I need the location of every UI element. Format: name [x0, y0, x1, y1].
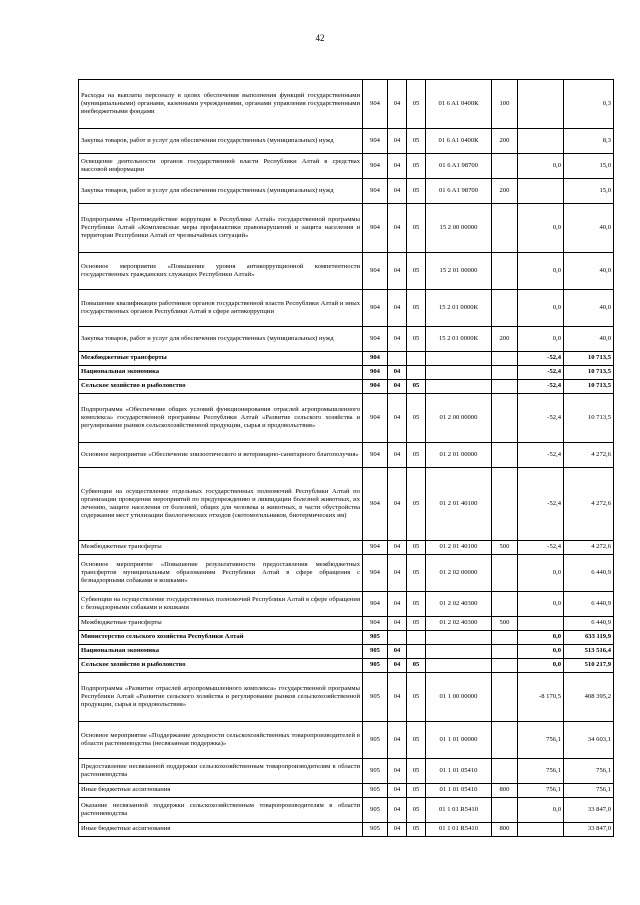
- row-subsection-code: 05: [407, 555, 426, 592]
- row-name: Подпрограмма «Развитие отраслей агропромышленного комплекса» государственной программы Республики Алтай «Развитие сельского хозяйства и регулирование рынков сельскохозяйственной продукции, сырья и продовольствия»: [79, 673, 363, 722]
- row-subsection-code: 05: [407, 253, 426, 290]
- row-expense-type: [492, 631, 518, 645]
- row-target-article: 01 1 01 05410: [426, 759, 492, 784]
- row-name: Сельское хозяйство и рыболовство: [79, 659, 363, 673]
- row-total-amount: 10 713,5: [564, 366, 614, 380]
- table-row: [79, 592, 614, 617]
- row-admin-code: 905: [363, 645, 388, 659]
- row-admin-code: 905: [363, 823, 388, 837]
- row-change-amount: -52,4: [518, 443, 564, 468]
- row-admin-code: 904: [363, 468, 388, 541]
- row-expense-type: [492, 555, 518, 592]
- row-change-amount: 0,0: [518, 631, 564, 645]
- row-total-amount: 4 272,6: [564, 443, 614, 468]
- row-section-code: 04: [388, 592, 407, 617]
- row-total-amount: 4 272,6: [564, 468, 614, 541]
- row-change-amount: [518, 823, 564, 837]
- table-row: [79, 380, 614, 394]
- row-name: Национальная экономика: [79, 366, 363, 380]
- row-subsection-code: 05: [407, 722, 426, 759]
- row-section-code: 04: [388, 784, 407, 798]
- row-expense-type: [492, 645, 518, 659]
- row-change-amount: 0,0: [518, 798, 564, 823]
- row-name: Основное мероприятие «Повышение уровня антикоррупционной компетентности государственных гражданских служащих Республики Алтай»: [79, 253, 363, 290]
- row-name: Закупка товаров, работ и услуг для обеспечения государственных (муниципальных) нужд: [79, 129, 363, 154]
- row-change-amount: 756,1: [518, 784, 564, 798]
- row-subsection-code: 05: [407, 204, 426, 253]
- row-section-code: 04: [388, 798, 407, 823]
- row-admin-code: 904: [363, 617, 388, 631]
- table-row: [79, 631, 614, 645]
- row-subsection-code: 05: [407, 129, 426, 154]
- row-section-code: 04: [388, 179, 407, 204]
- row-target-article: 01 6 A1 98700: [426, 179, 492, 204]
- row-expense-type: [492, 798, 518, 823]
- row-admin-code: 905: [363, 673, 388, 722]
- table-row: [79, 253, 614, 290]
- row-target-article: 01 2 02 40300: [426, 592, 492, 617]
- row-expense-type: 200: [492, 179, 518, 204]
- row-expense-type: [492, 443, 518, 468]
- row-change-amount: 0,0: [518, 290, 564, 327]
- row-name: Сельское хозяйство и рыболовство: [79, 380, 363, 394]
- row-total-amount: 408 395,2: [564, 673, 614, 722]
- row-expense-type: 800: [492, 784, 518, 798]
- row-change-amount: -52,4: [518, 394, 564, 443]
- row-change-amount: [518, 80, 564, 129]
- table-row: [79, 541, 614, 555]
- row-section-code: 04: [388, 541, 407, 555]
- row-admin-code: 904: [363, 394, 388, 443]
- table-row: [79, 327, 614, 352]
- row-expense-type: 200: [492, 327, 518, 352]
- table-row: [79, 759, 614, 784]
- row-change-amount: [518, 179, 564, 204]
- row-admin-code: 905: [363, 784, 388, 798]
- row-section-code: 04: [388, 468, 407, 541]
- row-expense-type: 500: [492, 617, 518, 631]
- row-expense-type: [492, 759, 518, 784]
- table-row: [79, 352, 614, 366]
- row-section-code: 04: [388, 204, 407, 253]
- row-section-code: 04: [388, 645, 407, 659]
- row-admin-code: 905: [363, 798, 388, 823]
- row-name: Основное мероприятие «Повышение результативности предоставления межбюджетных трансфертов муниципальным образованиям Республики Алтай в сфере обращения с безнадзорными собаками и кошками»: [79, 555, 363, 592]
- row-target-article: 01 1 00 00000: [426, 673, 492, 722]
- row-name: Субвенции на осуществление отдельных государственных полномочий Республики Алтай по организации проведения мероприятий по предупреждению и ликвидации болезней животных, их лечению, защите населения от болезней, общих для человека и животных, в части обустройства содержания мест утилизации биологических отходов (скотомогильников, биотермических ям): [79, 468, 363, 541]
- row-change-amount: -52,4: [518, 366, 564, 380]
- row-change-amount: -52,4: [518, 541, 564, 555]
- row-admin-code: 904: [363, 290, 388, 327]
- table-row: [79, 366, 614, 380]
- row-section-code: 04: [388, 380, 407, 394]
- table-row: [79, 645, 614, 659]
- row-section-code: 04: [388, 394, 407, 443]
- row-section-code: 04: [388, 659, 407, 673]
- row-total-amount: 510 217,9: [564, 659, 614, 673]
- row-change-amount: 0,0: [518, 592, 564, 617]
- table-row: [79, 617, 614, 631]
- row-target-article: 01 2 02 40300: [426, 617, 492, 631]
- row-total-amount: 40,0: [564, 327, 614, 352]
- row-change-amount: 0,0: [518, 253, 564, 290]
- row-admin-code: 904: [363, 443, 388, 468]
- row-admin-code: 904: [363, 380, 388, 394]
- row-change-amount: -52,4: [518, 468, 564, 541]
- row-total-amount: 6 440,9: [564, 555, 614, 592]
- row-section-code: 04: [388, 129, 407, 154]
- table-row: [79, 722, 614, 759]
- row-expense-type: [492, 380, 518, 394]
- row-target-article: [426, 645, 492, 659]
- row-section-code: [388, 352, 407, 366]
- row-expense-type: [492, 290, 518, 327]
- row-target-article: 15 2 01 00000: [426, 253, 492, 290]
- row-subsection-code: [407, 631, 426, 645]
- row-subsection-code: [407, 366, 426, 380]
- row-subsection-code: 05: [407, 327, 426, 352]
- row-name: Оказание несвязанной поддержки сельскохозяйственным товаропроизводителям в области растениеводства: [79, 798, 363, 823]
- row-section-code: 04: [388, 366, 407, 380]
- row-target-article: 01 6 A1 98700: [426, 154, 492, 179]
- row-subsection-code: 05: [407, 290, 426, 327]
- row-expense-type: [492, 468, 518, 541]
- row-name: Основное мероприятие «Обеспечение эпизоотического и ветеринарно-санитарного благополучия»: [79, 443, 363, 468]
- row-name: Национальная экономика: [79, 645, 363, 659]
- row-change-amount: -8 170,5: [518, 673, 564, 722]
- row-change-amount: 0,0: [518, 204, 564, 253]
- row-expense-type: 800: [492, 823, 518, 837]
- row-expense-type: [492, 253, 518, 290]
- table-row: [79, 468, 614, 541]
- row-target-article: 01 2 00 00000: [426, 394, 492, 443]
- row-name: Министерство сельского хозяйства Республики Алтай: [79, 631, 363, 645]
- row-total-amount: 0,3: [564, 80, 614, 129]
- row-name: Расходы на выплаты персоналу в целях обеспечения выполнения функций государственными (муниципальными) органами, казенными учреждениями, органами управления государственными внебюджетными фондами: [79, 80, 363, 129]
- row-target-article: 01 1 01 05410: [426, 784, 492, 798]
- row-subsection-code: 05: [407, 80, 426, 129]
- row-name: Закупка товаров, работ и услуг для обеспечения государственных (муниципальных) нужд: [79, 179, 363, 204]
- row-subsection-code: 05: [407, 759, 426, 784]
- row-expense-type: [492, 366, 518, 380]
- row-section-code: [388, 631, 407, 645]
- row-expense-type: [492, 394, 518, 443]
- row-total-amount: 633 119,9: [564, 631, 614, 645]
- row-name: Закупка товаров, работ и услуг для обеспечения государственных (муниципальных) нужд: [79, 327, 363, 352]
- row-section-code: 04: [388, 154, 407, 179]
- row-subsection-code: 05: [407, 541, 426, 555]
- row-subsection-code: 05: [407, 443, 426, 468]
- table-row: [79, 80, 614, 129]
- table-row: [79, 673, 614, 722]
- row-subsection-code: 05: [407, 823, 426, 837]
- row-change-amount: -52,4: [518, 352, 564, 366]
- row-subsection-code: 05: [407, 394, 426, 443]
- row-subsection-code: 05: [407, 468, 426, 541]
- row-subsection-code: 05: [407, 380, 426, 394]
- row-target-article: 01 2 02 00000: [426, 555, 492, 592]
- row-name: Иные бюджетные ассигнования: [79, 784, 363, 798]
- row-target-article: 01 1 01 R5410: [426, 823, 492, 837]
- table-row: [79, 798, 614, 823]
- row-total-amount: 6 440,9: [564, 592, 614, 617]
- row-total-amount: 4 272,6: [564, 541, 614, 555]
- row-change-amount: -52,4: [518, 380, 564, 394]
- row-expense-type: 200: [492, 129, 518, 154]
- row-section-code: 04: [388, 253, 407, 290]
- row-change-amount: 0,0: [518, 555, 564, 592]
- row-total-amount: 40,0: [564, 290, 614, 327]
- row-target-article: 01 6 A1 0400К: [426, 80, 492, 129]
- row-subsection-code: 05: [407, 798, 426, 823]
- table-row: [79, 823, 614, 837]
- table-row: [79, 555, 614, 592]
- row-admin-code: 904: [363, 80, 388, 129]
- row-expense-type: [492, 352, 518, 366]
- row-change-amount: 0,0: [518, 154, 564, 179]
- row-admin-code: 904: [363, 352, 388, 366]
- row-total-amount: 10 713,5: [564, 352, 614, 366]
- row-target-article: 01 1 01 00000: [426, 722, 492, 759]
- row-expense-type: 500: [492, 541, 518, 555]
- row-admin-code: 904: [363, 327, 388, 352]
- table-row: [79, 204, 614, 253]
- table-row: [79, 129, 614, 154]
- table-row: [79, 394, 614, 443]
- row-name: Субвенции на осуществление государственных полномочий Республики Алтай в сфере обращения с безнадзорными собаками и кошками: [79, 592, 363, 617]
- row-expense-type: [492, 204, 518, 253]
- row-target-article: 01 2 01 00000: [426, 443, 492, 468]
- row-subsection-code: 05: [407, 179, 426, 204]
- row-expense-type: [492, 592, 518, 617]
- row-admin-code: 904: [363, 592, 388, 617]
- row-expense-type: [492, 722, 518, 759]
- row-target-article: 15 2 01 0000К: [426, 290, 492, 327]
- row-total-amount: 33 847,0: [564, 798, 614, 823]
- row-target-article: 01 2 01 40100: [426, 541, 492, 555]
- row-change-amount: 756,1: [518, 759, 564, 784]
- row-subsection-code: [407, 352, 426, 366]
- budget-table: [78, 79, 614, 837]
- row-subsection-code: 05: [407, 673, 426, 722]
- row-admin-code: 904: [363, 179, 388, 204]
- row-expense-type: [492, 154, 518, 179]
- row-expense-type: [492, 673, 518, 722]
- row-change-amount: 0,0: [518, 659, 564, 673]
- row-section-code: 04: [388, 617, 407, 631]
- row-total-amount: 40,0: [564, 253, 614, 290]
- page-number: 42: [315, 33, 325, 43]
- row-target-article: [426, 659, 492, 673]
- row-name: Межбюджетные трансферты: [79, 617, 363, 631]
- row-section-code: 04: [388, 722, 407, 759]
- row-subsection-code: 05: [407, 659, 426, 673]
- row-total-amount: 40,0: [564, 204, 614, 253]
- row-total-amount: 15,0: [564, 179, 614, 204]
- row-section-code: 04: [388, 443, 407, 468]
- row-total-amount: 513 516,4: [564, 645, 614, 659]
- row-name: Основное мероприятие «Поддержание доходности сельскохозяйственных товаропроизводителей в области растениеводства (несвязанная поддержка)»: [79, 722, 363, 759]
- row-section-code: 04: [388, 80, 407, 129]
- row-name: Подпрограмма «Противодействие коррупции в Республике Алтай» государственной программы Республики Алтай «Комплексные меры профилактики правонарушений и защита населения и территории Республики Алтай от чрезвычайных ситуаций»: [79, 204, 363, 253]
- row-subsection-code: 05: [407, 784, 426, 798]
- row-admin-code: 904: [363, 541, 388, 555]
- row-target-article: 01 1 01 R5410: [426, 798, 492, 823]
- row-subsection-code: [407, 645, 426, 659]
- row-admin-code: 904: [363, 154, 388, 179]
- row-total-amount: 6 440,9: [564, 617, 614, 631]
- row-expense-type: [492, 659, 518, 673]
- row-name: Повышение квалификации работников органов государственной власти Республики Алтай и иных государственных органов Республики Алтай в сфере антикоррупции: [79, 290, 363, 327]
- row-target-article: 15 2 00 00000: [426, 204, 492, 253]
- row-admin-code: 904: [363, 366, 388, 380]
- table-row: [79, 659, 614, 673]
- row-total-amount: 34 603,1: [564, 722, 614, 759]
- row-target-article: [426, 380, 492, 394]
- row-total-amount: 10 713,5: [564, 394, 614, 443]
- row-section-code: 04: [388, 290, 407, 327]
- table-row: [79, 784, 614, 798]
- row-change-amount: 0,0: [518, 327, 564, 352]
- row-total-amount: 756,1: [564, 784, 614, 798]
- row-name: Иные бюджетные ассигнования: [79, 823, 363, 837]
- row-admin-code: 904: [363, 129, 388, 154]
- row-admin-code: 905: [363, 631, 388, 645]
- table-row: [79, 290, 614, 327]
- row-change-amount: [518, 129, 564, 154]
- row-section-code: 04: [388, 673, 407, 722]
- row-section-code: 04: [388, 555, 407, 592]
- row-expense-type: 100: [492, 80, 518, 129]
- row-section-code: 04: [388, 759, 407, 784]
- row-subsection-code: 05: [407, 154, 426, 179]
- row-total-amount: 8,3: [564, 129, 614, 154]
- row-name: Межбюджетные трансферты: [79, 541, 363, 555]
- row-total-amount: 33 847,0: [564, 823, 614, 837]
- row-admin-code: 905: [363, 759, 388, 784]
- row-name: Предоставление несвязанной поддержки сельскохозяйственным товаропроизводителям в области растениеводства: [79, 759, 363, 784]
- row-change-amount: 756,1: [518, 722, 564, 759]
- row-subsection-code: 05: [407, 592, 426, 617]
- row-admin-code: 904: [363, 204, 388, 253]
- table-row: [79, 179, 614, 204]
- row-admin-code: 905: [363, 659, 388, 673]
- row-target-article: [426, 352, 492, 366]
- row-target-article: 01 2 01 40100: [426, 468, 492, 541]
- row-total-amount: 756,1: [564, 759, 614, 784]
- row-target-article: [426, 631, 492, 645]
- row-admin-code: 905: [363, 722, 388, 759]
- row-name: Освещение деятельности органов государственной власти Республики Алтай в средствах массовой информации: [79, 154, 363, 179]
- row-total-amount: 10 713,5: [564, 380, 614, 394]
- row-subsection-code: 05: [407, 617, 426, 631]
- row-section-code: 04: [388, 327, 407, 352]
- table-row: [79, 154, 614, 179]
- row-target-article: 01 6 A1 0400К: [426, 129, 492, 154]
- row-target-article: 15 2 01 0000К: [426, 327, 492, 352]
- row-name: Подпрограмма «Обеспечение общих условий функционирования отраслей агропромышленного комплекса» государственной программы Республики Алтай «Развитие сельского хозяйства и регулирование рынков сельскохозяйственной продукции, сырья и продовольствия»: [79, 394, 363, 443]
- row-admin-code: 904: [363, 555, 388, 592]
- row-change-amount: 0,0: [518, 645, 564, 659]
- row-admin-code: 904: [363, 253, 388, 290]
- row-total-amount: 15,0: [564, 154, 614, 179]
- table-row: [79, 443, 614, 468]
- row-target-article: [426, 366, 492, 380]
- row-change-amount: [518, 617, 564, 631]
- row-section-code: 04: [388, 823, 407, 837]
- row-name: Межбюджетные трансферты: [79, 352, 363, 366]
